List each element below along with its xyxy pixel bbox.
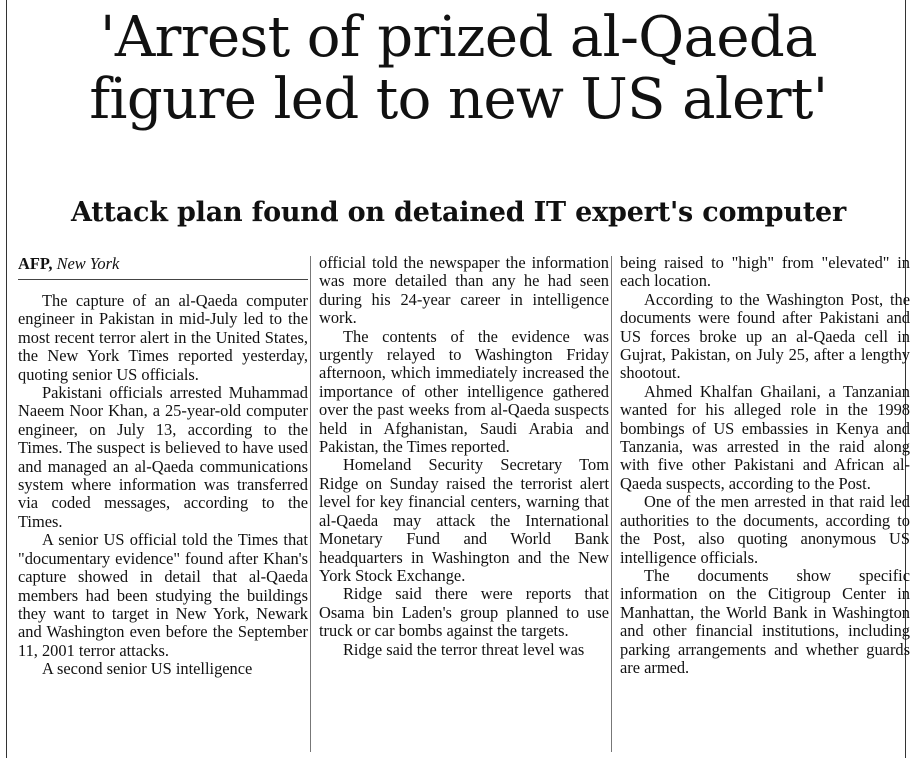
- paragraph: A second senior US intelligence: [42, 659, 253, 679]
- paragraph: being raised to "high" from "elevated" in each location.: [620, 253, 910, 291]
- column-divider: [611, 256, 612, 752]
- left-border: [6, 0, 7, 758]
- paragraph: Ridge said the terror threat level was: [343, 639, 585, 659]
- headline-line-2: figure led to new US alert': [89, 67, 828, 132]
- article-column-3: [620, 254, 910, 677]
- paragraph: The capture of an al-Qaeda computer engineer in Pakistan in mid-July led to the most recent terror alert in the United States, the New York Times reported yesterday, quoting senior US officials.: [18, 291, 308, 384]
- headline: [12, 5, 905, 132]
- paragraph: According to the Washington Post, the documents were found after Pakistani and US forces broke up an al-Qaeda cell in Gujrat, Pakistan, on July 25, after a lengthy shootout.: [620, 289, 910, 383]
- paragraph: Ahmed Khalfan Ghailani, a Tanzanian wanted for his alleged role in the 1998 bombings of US embassies in Kenya and Tanzania, was arrested in the raid along with five other Pakistani and African al-Qaeda suspects, according to the Post.: [620, 381, 910, 493]
- article-column-2: [319, 254, 609, 659]
- byline-rule: [18, 279, 308, 280]
- paragraph: The documents show specific information on the Citigroup Center in Manhattan, the World Bank in Washington and other financial institutions, including parking arrangements and whether guards are armed.: [620, 565, 910, 677]
- paragraph: The contents of the evidence was urgently relayed to Washington Friday afternoon, which immediately increased the importance of other intelligence gathered over the past weeks from al-Qaeda suspects held in Afghanistan, Saudi Arabia and Pakistan, the Times reported.: [319, 326, 609, 457]
- paragraph: One of the men arrested in that raid led authorities to the documents, according to the Post, also quoting anonymous US intelligence officials.: [620, 492, 910, 567]
- byline-location: New York: [56, 254, 120, 273]
- headline-line-1: 'Arrest of prized al-Qaeda: [100, 5, 817, 70]
- byline: [18, 254, 308, 273]
- paragraph: Homeland Security Secretary Tom Ridge on Sunday raised the terrorist alert level for key financial centers, warning that al-Qaeda may attack the International Monetary Fund and World Bank headquarters in Washington and the New York Stock Exchange.: [319, 455, 609, 585]
- byline-source: AFP,: [18, 254, 53, 273]
- paragraph: Ridge said there were reports that Osama bin Laden's group planned to use truck or car bombs against the targets.: [319, 584, 609, 641]
- paragraph: A senior US official told the Times that "documentary evidence" found after Khan's capture showed in detail that al-Qaeda members had been studying the buildings they want to target in New York, Newark and Washington even before the September 11, 2001 terror attacks.: [18, 530, 308, 660]
- paragraph: official told the newspaper the information was more detailed than any he had seen during his 24-year career in intelligence work.: [319, 253, 609, 328]
- subheadline: Attack plan found on detained IT expert's computer: [70, 197, 847, 228]
- article-column-1: [18, 254, 308, 679]
- paragraph: Pakistani officials arrested Muhammad Naeem Noor Khan, a 25-year-old computer engineer, on July 13, according to the Times. The suspect is believed to have used and managed an al-Qaeda communications system where information was transferred via coded messages, according to the Times.: [18, 383, 308, 531]
- column-divider: [310, 256, 311, 752]
